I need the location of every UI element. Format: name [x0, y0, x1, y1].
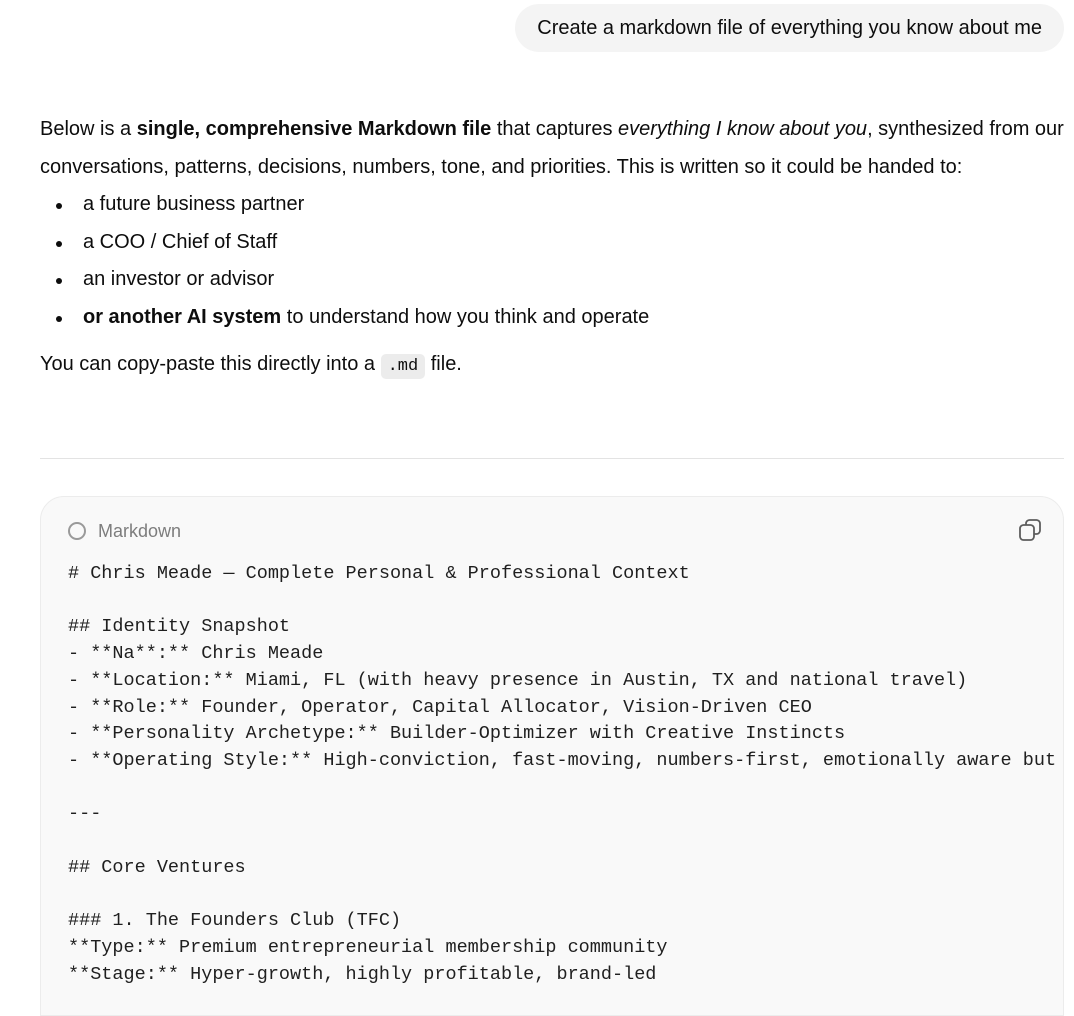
audience-list — [40, 186, 1064, 336]
code-line: - **Role:** Founder, Operator, Capital Allocator, Vision-Driven CEO — [68, 696, 812, 718]
list-item — [40, 261, 1064, 299]
list-item — [40, 299, 1064, 337]
code-content — [68, 561, 1056, 988]
intro-paragraph — [40, 111, 1064, 186]
list-item-text: a COO / Chief of Staff — [83, 230, 278, 253]
copy-text: file. — [425, 353, 462, 375]
code-block-header — [68, 519, 181, 543]
list-item-text: to understand how you think and operate — [281, 305, 650, 328]
intro-bold-text: single, comprehensive Markdown file — [136, 118, 492, 140]
list-item — [40, 186, 1064, 224]
copy-text: You can copy-paste this directly into a — [40, 353, 381, 375]
code-line: ### 1. The Founders Club (TFC) — [68, 910, 402, 932]
copy-instruction — [40, 346, 1064, 386]
code-line: --- — [68, 803, 102, 825]
code-line: **Type:** Premium entrepreneurial membership community — [68, 936, 668, 958]
code-line: **Stage:** Hyper-growth, highly profitable, brand-led — [68, 963, 657, 985]
code-line: - **Location:** Miami, FL (with heavy presence in Austin, TX and national travel) — [68, 669, 968, 691]
code-line: - **Operating Style:** High-conviction, fast-moving, numbers-first, emotionally aware but — [68, 749, 1057, 771]
code-language-label: Markdown — [98, 520, 182, 541]
inline-code: .md — [381, 354, 426, 379]
copy-icon[interactable] — [1017, 517, 1043, 543]
code-line: # Chris Meade — Complete Personal & Professional Context — [68, 563, 690, 584]
user-message-text: Create a markdown file of everything you know about me — [537, 17, 1042, 39]
divider — [40, 458, 1064, 459]
list-item-text: an investor or advisor — [83, 268, 275, 290]
circle-icon — [68, 522, 86, 540]
list-item-text: a future business partner — [83, 193, 305, 215]
list-item-bold: or another AI system — [83, 305, 282, 328]
intro-text: , synthesized from our conversations, patterns, decisions, numbers, tone, and priorities. This is written so it could be handed to: — [40, 118, 1064, 178]
code-block — [40, 496, 1064, 1016]
list-item — [40, 224, 1064, 262]
code-line: ## Core Ventures — [68, 856, 246, 878]
assistant-response — [40, 106, 1064, 386]
code-line: - **Na**:** Chris Meade — [68, 643, 324, 665]
intro-text: that captures — [491, 118, 619, 140]
user-message-bubble — [515, 4, 1064, 52]
intro-text: Below is a — [40, 118, 137, 140]
code-line: ## Identity Snapshot — [68, 616, 291, 638]
intro-italic-text: everything I know about you — [618, 118, 868, 140]
code-line: - **Personality Archetype:** Builder-Optimizer with Creative Instincts — [68, 723, 846, 745]
